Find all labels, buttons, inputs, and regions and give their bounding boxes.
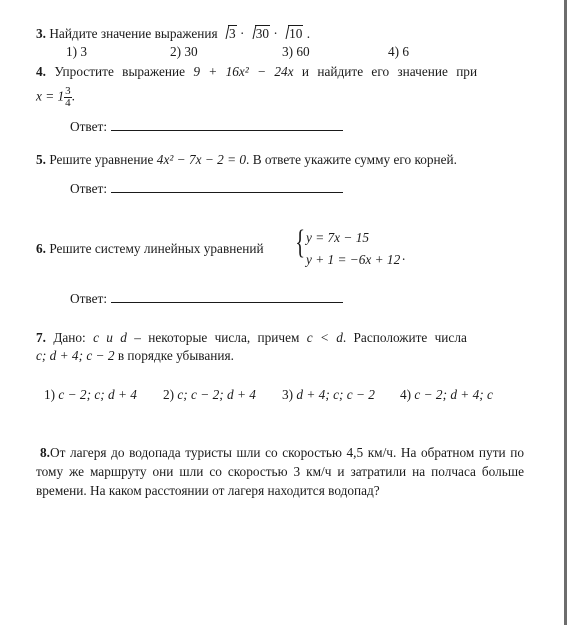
q7-option-4: 4) c − 2; d + 4; c [400, 387, 493, 402]
q7-number: 7. [36, 330, 46, 345]
q3-option-3: 3) 60 [282, 44, 310, 59]
q7-order-text: в порядке убывания. [117, 348, 234, 363]
q6-answer-label: Ответ: [70, 291, 108, 306]
q5-text-after: . В ответе укажите сумму его корней. [246, 152, 457, 167]
q7-given: Дано: [53, 330, 86, 345]
q6-equation-1: y = 7x − 15 [306, 230, 369, 245]
q3-option-1: 1) 3 [66, 44, 88, 59]
q4-answer-blank [111, 118, 343, 131]
q5-answer-label: Ответ: [70, 181, 108, 196]
q7-comparison: c < d [306, 330, 343, 345]
q7-vars: c и d [93, 330, 127, 345]
q6-number: 6. [36, 241, 46, 256]
q6-line [36, 241, 264, 257]
q4-expression: 9 + 16x² − 24x [193, 64, 294, 79]
q3-number: 3. [36, 26, 46, 41]
q4-answer [70, 118, 343, 135]
q6-text: Решите систему линейных уравнений [49, 241, 264, 256]
q4-text-after: и найдите его значение при [301, 64, 478, 79]
q5-text-before: Решите уравнение [49, 152, 154, 167]
q4-line [36, 64, 477, 80]
q8-paragraph [36, 443, 524, 500]
q4-text-before: Упростите выражение [54, 64, 185, 79]
q7-instruction: . Расположите числа [342, 330, 467, 345]
q7-option-3: 3) d + 4; c; c − 2 [282, 387, 375, 402]
q6-equation-2: y + 1 = −6x + 12 [306, 252, 401, 267]
q3-option-4: 4) 6 [388, 44, 410, 59]
q3-line: 3. Найдите значение выражения 3 · 30 · 10 . [36, 26, 311, 41]
q7-option-2: 2) c; c − 2; d + 4 [163, 387, 256, 402]
q3-sqrt-3: 10 [281, 26, 303, 42]
q4-x-value: x = 1 $\frac{3}{4}$ . [36, 85, 75, 109]
q8-text: От лагеря до водопада туристы шли со скоростью 4,5 км/ч. На обратном пути по тому же маршруту они шли со скоростью 3 км/ч и затратили на полчаса больше времени. На каком расстоянии от лагеря находится водопад? [36, 445, 524, 498]
q4-answer-label: Ответ: [70, 119, 108, 134]
q3-text: Найдите значение выражения [49, 26, 218, 41]
q3-sqrt-1: 3 [221, 26, 237, 42]
q4-fraction: $\frac{3}{4}$ [65, 85, 71, 109]
q6-system-brace: { [295, 224, 306, 261]
q8-number: 8. [40, 445, 50, 460]
q7-line-2 [36, 348, 234, 364]
q4-x-label: x = 1 [36, 88, 65, 104]
q6-answer-blank [111, 290, 343, 303]
q7-option-1: 1) c − 2; c; d + 4 [44, 387, 137, 402]
q7-values: c; d + 4; c − 2 [36, 348, 115, 363]
q7-desc: – некоторые числа, причем [134, 330, 300, 345]
q3-sqrt-2: 30 [248, 26, 270, 42]
q5-answer-blank [111, 180, 343, 193]
q5-line [36, 152, 457, 168]
q5-number: 5. [36, 152, 46, 167]
q6-period: . [402, 248, 406, 263]
q3-option-2: 2) 30 [170, 44, 198, 59]
q4-number: 4. [36, 64, 46, 79]
q7-line-1 [36, 330, 467, 346]
q5-equation: 4x² − 7x − 2 = 0 [156, 152, 247, 167]
q5-answer [70, 180, 343, 197]
q6-answer [70, 290, 343, 307]
